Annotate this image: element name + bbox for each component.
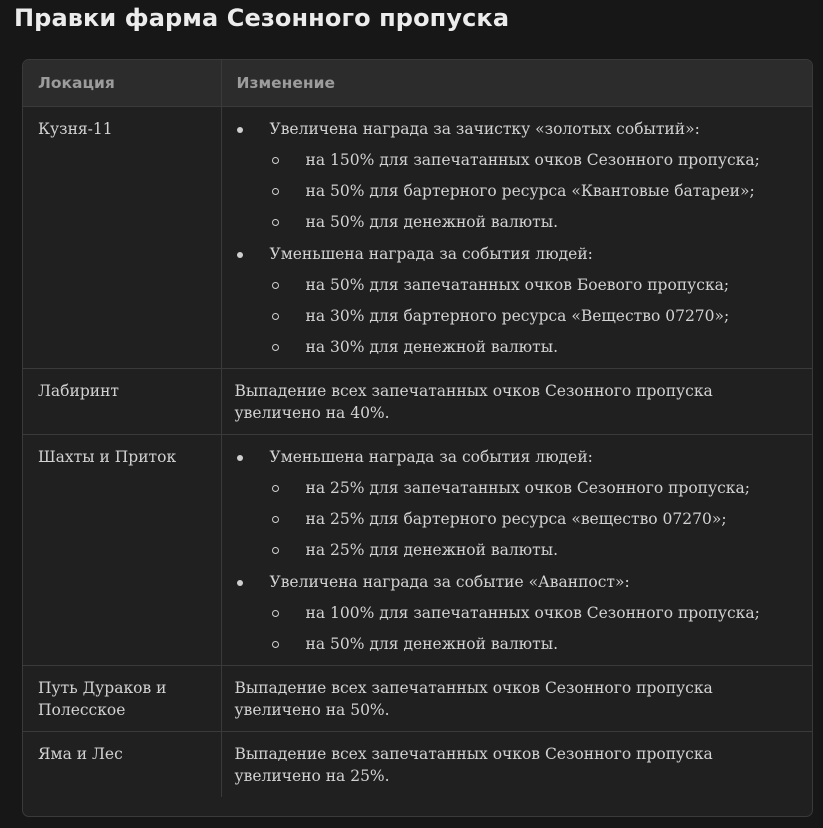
sub-list-item — [270, 305, 797, 327]
sub-list-item — [270, 539, 797, 561]
sub-list — [270, 477, 797, 561]
location-cell: Яма и Лес — [38, 745, 123, 763]
column-header-location: Локация — [23, 60, 221, 107]
sub-list-item — [270, 508, 797, 530]
sub-list-item — [270, 477, 797, 499]
change-list — [235, 446, 797, 665]
sub-list-item — [270, 602, 797, 624]
sub-list-item — [270, 274, 797, 296]
location-cell: Шахты и Приток — [23, 435, 221, 666]
sub-list-item-text: на 50% для денежной валюты. — [305, 213, 559, 231]
sub-list-item-text: на 30% для денежной валюты. — [305, 338, 559, 356]
list-item-text: Увеличена награда за событие «Аванпост»: — [269, 573, 630, 591]
sub-list-item-text: на 50% для денежной валюты. — [305, 635, 559, 653]
sub-list-item — [270, 180, 797, 202]
bullet-icon — [237, 455, 243, 461]
list-item — [235, 446, 797, 561]
circle-bullet-icon — [272, 282, 279, 289]
sub-list-item-text: на 25% для запечатанных очков Сезонного пропуска; — [305, 479, 750, 497]
change-cell: Выпадение всех запечатанных очков Сезонного пропуска увеличено на 50%. — [221, 666, 812, 732]
sub-list — [270, 149, 797, 233]
location-cell: Путь Дураков и Полесское — [23, 666, 221, 732]
circle-bullet-icon — [272, 516, 279, 523]
sub-list-item-text: на 30% для бартерного ресурса «Вещество 07270»; — [305, 307, 730, 325]
bullet-icon — [237, 127, 243, 133]
change-cell: Выпадение всех запечатанных очков Сезонного пропуска увеличено на 25%. — [221, 732, 812, 798]
sub-list — [270, 274, 797, 358]
sub-list-item-text: на 100% для запечатанных очков Сезонного пропуска; — [305, 604, 760, 622]
sub-list-item-text: на 50% для бартерного ресурса «Квантовые батареи»; — [305, 182, 755, 200]
list-item — [235, 118, 797, 233]
location-cell: Лабиринт — [23, 369, 221, 435]
list-item-text: Уменьшена награда за события людей: — [269, 245, 593, 263]
sub-list-item — [270, 633, 797, 655]
sub-list-item — [270, 149, 797, 171]
sub-list-item — [270, 211, 797, 233]
change-list — [235, 118, 797, 368]
table-row — [23, 732, 812, 798]
circle-bullet-icon — [272, 157, 279, 164]
circle-bullet-icon — [272, 219, 279, 226]
sub-list-item-text: на 50% для запечатанных очков Боевого пропуска; — [305, 276, 730, 294]
table-row — [23, 369, 812, 435]
table-header-row — [23, 60, 812, 107]
sub-list-item-text: на 25% для бартерного ресурса «вещество 07270»; — [305, 510, 727, 528]
circle-bullet-icon — [272, 610, 279, 617]
sub-list-item — [270, 336, 797, 358]
bullet-icon — [237, 252, 243, 258]
circle-bullet-icon — [272, 188, 279, 195]
table-row — [23, 666, 812, 732]
circle-bullet-icon — [272, 485, 279, 492]
column-header-change: Изменение — [221, 60, 812, 107]
circle-bullet-icon — [272, 547, 279, 554]
circle-bullet-icon — [272, 313, 279, 320]
table-row — [23, 107, 812, 369]
changes-table — [22, 59, 813, 817]
sub-list-item-text: на 25% для денежной валюты. — [305, 541, 559, 559]
circle-bullet-icon — [272, 641, 279, 648]
sub-list — [270, 602, 797, 655]
list-item — [235, 571, 797, 665]
page-title: Правки фарма Сезонного пропуска — [14, 4, 510, 32]
circle-bullet-icon — [272, 344, 279, 351]
bullet-icon — [237, 580, 243, 586]
change-cell — [221, 435, 812, 666]
list-item-text: Уменьшена награда за события людей: — [269, 448, 593, 466]
table-row — [23, 435, 812, 666]
change-cell — [221, 107, 812, 369]
change-cell: Выпадение всех запечатанных очков Сезонного пропуска увеличено на 40%. — [221, 369, 812, 435]
list-item — [235, 243, 797, 368]
list-item-text: Увеличена награда за зачистку «золотых событий»: — [269, 120, 700, 138]
sub-list-item-text: на 150% для запечатанных очков Сезонного пропуска; — [305, 151, 760, 169]
location-cell: Кузня-11 — [23, 107, 221, 369]
